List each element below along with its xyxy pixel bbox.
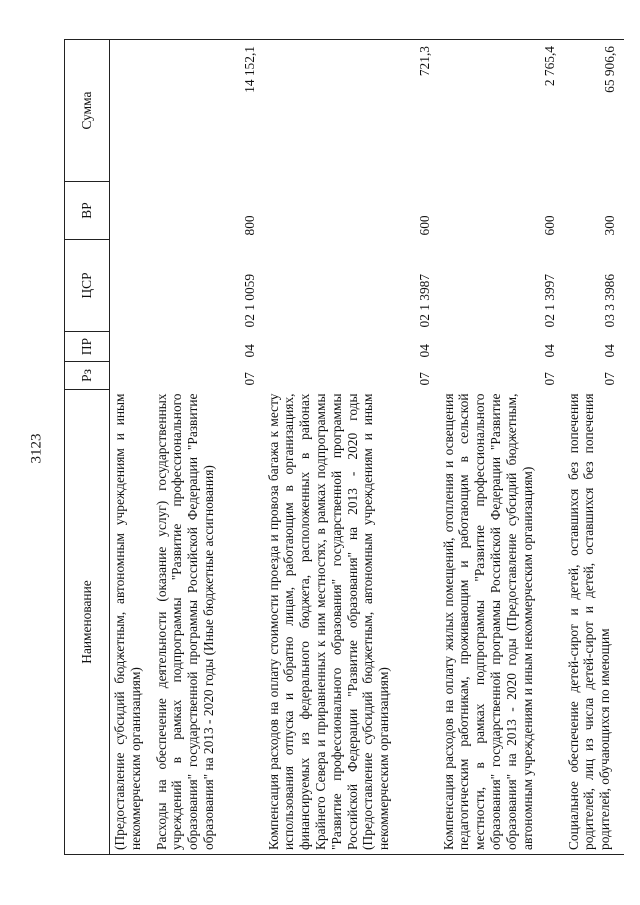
header-vr: ВР (65, 182, 110, 240)
row-vr (110, 182, 152, 240)
table-row (564, 40, 624, 855)
table-row (110, 40, 152, 855)
table-row (264, 40, 439, 855)
row-rz: 07 (601, 372, 617, 386)
table-row (439, 40, 564, 855)
row-name: Компенсация расходов на оплату стоимости проезда и провоза багажа к месту использования отпуска и обратно лицам, работающим в организациях, финансируемых из федерального бюджета, расположенных в районах Крайнего Севера и приравненных к ним местностях, в рамках подпрограммы "Развитие профессионального образования" государственной программы Российской Федерации "Развитие образования" на 2013 - 2020 годы (Предоставление субсидий бюджетным, автономным учреждениям и иным некоммерческим организациям) (264, 390, 439, 855)
row-csr: 02 1 3987 (416, 273, 432, 328)
header-sum: Сумма (65, 40, 110, 182)
row-pr (110, 332, 152, 362)
row-csr (110, 240, 152, 332)
row-csr: 02 1 0059 (241, 273, 257, 328)
row-rz: 07 (541, 372, 557, 386)
row-name: Социальное обеспечение детей-сирот и детей, оставшихся без попечения родителей, лиц из числа детей-сирот и детей, оставшихся без попечения родителей, обучающихся по имеющим (564, 390, 624, 855)
row-pr: 04 (541, 344, 557, 358)
header-rz: Рз (65, 362, 110, 390)
row-csr: 03 3 3986 (601, 273, 617, 328)
row-rz (110, 362, 152, 390)
row-name: Расходы на обеспечение деятельности (оказание услуг) государственных учреждений в рамках подпрограммы "Развитие профессионального образования" государственной программы Российской Федерации "Развитие образования" на 2013 - 2020 годы (Иные бюджетные ассигнования) (152, 390, 264, 855)
row-vr: 600 (541, 215, 557, 236)
row-name: (Предоставление субсидий бюджетным, автономным учреждениям и иным некоммерческим организациям) (110, 390, 152, 855)
row-sum: 721,3 (264, 40, 439, 182)
table-row (152, 40, 264, 855)
budget-table-frame (64, 40, 617, 855)
row-sum: 65 906,6 (564, 40, 624, 182)
header-pr: ПР (65, 332, 110, 362)
row-pr: 04 (601, 344, 617, 358)
row-sum (110, 40, 152, 182)
row-vr: 800 (241, 215, 257, 236)
row-sum: 2 765,4 (439, 40, 564, 182)
row-rz: 07 (416, 372, 432, 386)
budget-table (64, 39, 624, 855)
header-csr: ЦСР (65, 240, 110, 332)
row-rz: 07 (241, 372, 257, 386)
row-pr: 04 (241, 344, 257, 358)
row-vr: 600 (416, 215, 432, 236)
table-header-row (65, 40, 110, 855)
row-sum: 14 152,1 (152, 40, 264, 182)
row-vr: 300 (601, 215, 617, 236)
page-number: 3123 (28, 433, 45, 464)
row-pr: 04 (416, 344, 432, 358)
header-name: Наименование (65, 390, 110, 855)
row-name: Компенсация расходов на оплату жилых помещений, отопления и освещения педагогическим работникам, проживающим и работающим в сельской местности, в рамках подпрограммы "Развитие профессионального образования" государственной программы Российской Федерации "Развитие образования" на 2013 - 2020 годы (Предоставление субсидий бюджетным, автономным учреждениям и иным некоммерческим организациям) (439, 390, 564, 855)
row-csr: 02 1 3997 (541, 273, 557, 328)
